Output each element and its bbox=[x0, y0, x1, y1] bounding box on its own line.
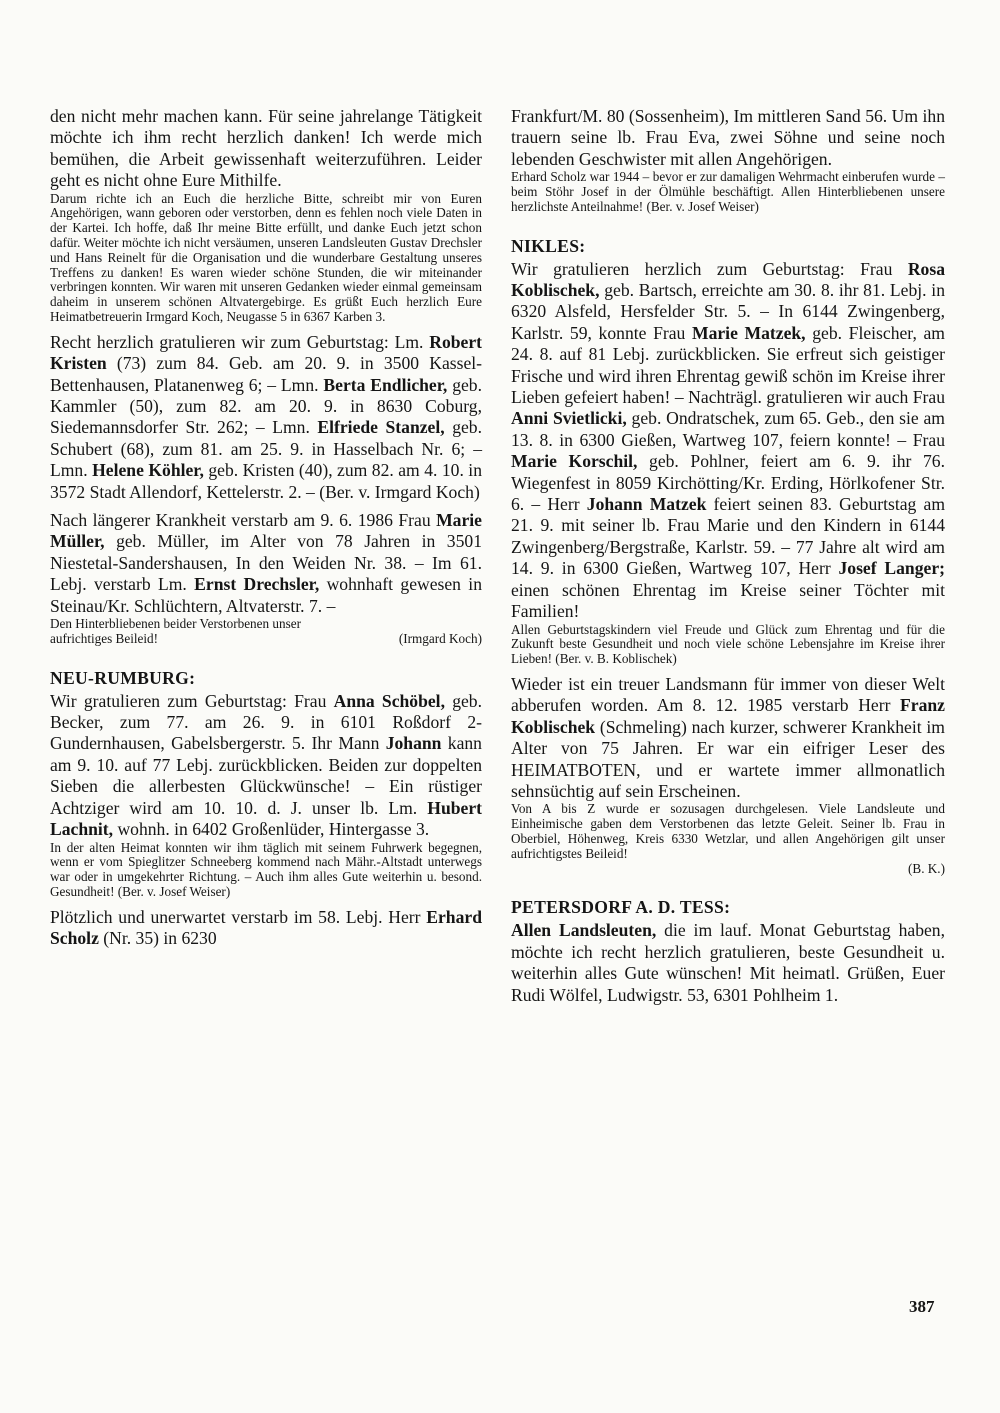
text-run: Wieder ist ein treuer Landsmann für immer von dieser Welt abberufen worden. Am 8. 12. 1985 verstarb Herr bbox=[511, 673, 945, 716]
text-run: Erhard Scholz war 1944 – bevor er zur damaligen Wehrmacht einberufen wurde – beim Stöhr Josef in der Ölmühle beschäftigt. Allen Hinterbliebenen unsere herzlichste Anteilnahme! (Ber. v. Josef Weiser) bbox=[511, 169, 945, 214]
left-column bbox=[50, 106, 482, 950]
text-run: Recht herzlich gratulieren wir zum Geburtstag: Lm. bbox=[50, 331, 430, 352]
text-run: kann am 9. 10. auf 77 Lebj. zurückblicken. Beiden zur doppelten Sieben die allerbesten Glückwünsche! – Ein rüstiger Achtziger wird am 10. 10. d. J. unser lb. Lm. bbox=[50, 733, 482, 818]
text-run: wohnh. in 6402 Großenlüder, Hintergasse 3. bbox=[113, 819, 430, 840]
left-paragraph-intro bbox=[50, 106, 482, 192]
nikles-wishes bbox=[511, 623, 945, 667]
text-run: die im lauf. Monat Geburtstag haben, möchte ich recht herzlich gratulieren, beste Gesundheit u. weiterhin alles Gute wünschen! Mit heimatl. Grüßen, Euer Rudi Wölfel, Ludwigstr. 53, 6301 Pohlheim 1. bbox=[511, 920, 945, 1005]
text-run: (Nr. 35) in 6230 bbox=[98, 928, 217, 949]
condolence-line-signed bbox=[50, 632, 482, 647]
page-number: 387 bbox=[909, 1297, 935, 1316]
text-run: geb. Pohlner, feiert am 6. 9. ihr 76. Wiegenfest in 8059 Kirchötting/Kr. Erding, Hörlkofener Str. 6. – Herr bbox=[511, 451, 945, 515]
text-run: geb. Kammler (50), zum 82. am 20. 9. in 8630 Coburg, Siedemannsdorfer Str. 262; – Lmn. bbox=[50, 374, 482, 438]
text-run: feiert seinen 83. Geburtstag am 21. 9. mit seiner lb. Frau Marie und den Kindern in 6144 Zwingenberg/Bergstraße, Karlstr. 59. – 77 Jahre alt wird am 14. 9. in 6300 Gießen, Wartweg 107, Herr bbox=[511, 494, 945, 579]
name-highlight: Erhard Scholz bbox=[50, 906, 482, 949]
text-run: Frankfurt/M. 80 (Sossenheim), Im mittleren Sand 56. Um ihn trauern seine lb. Frau Eva, zwei Söhne und seine noch lebenden Geschwister mit allen Angehörigen. bbox=[511, 106, 945, 169]
neu-rumburg-note bbox=[50, 841, 482, 900]
name-highlight: Franz Koblischek bbox=[511, 695, 945, 737]
text-run: geb. Bartsch, erreichte am 30. 8. ihr 81. Lebj. in 6320 Alsfeld, Hersfelder Str. 5. – In 6144 Zwingenberg, Karlstr. 59, konnte Frau bbox=[511, 280, 945, 343]
name-highlight: Anna Schöbel, bbox=[333, 690, 445, 711]
text-run: geb. Müller, im Alter von 78 Jahren in 3501 Niestetal-Sandershausen, In den Weiden Nr. 38. – Im 61. Lebj. verstarb Lm. bbox=[50, 531, 482, 595]
petersdorf-greetings bbox=[511, 920, 945, 1006]
text-run: In der alten Heimat konnten wir ihm täglich mit seinem Fuhrwerk begegnen, wenn er vom Spieglitzer Schneeberg kommend nach Mähr.-Altstadt unterwegs war oder in umgekehrter Richtung. – Auch ihm alles Gute weiterhin u. besond. Gesundheit! (Ber. v. Josef Weiser) bbox=[50, 839, 482, 899]
name-highlight: Ernst Drechsler, bbox=[194, 574, 320, 595]
text-run: Allen Geburtstagskindern viel Freude und Glück zum Ehrentag und für die Zukunft beste Gesundheit und noch viele schöne Lebensjahre im Kreise ihrer Lieben! (Ber. v. B. Koblischek) bbox=[511, 621, 945, 667]
name-highlight: Marie Müller, bbox=[50, 510, 482, 552]
nikles-obituary bbox=[511, 674, 945, 802]
left-paragraph-birthdays bbox=[50, 332, 482, 503]
text-run: den nicht mehr machen kann. Für seine jahrelange Tätigkeit möchte ich ihm recht herzlich danken! Ich werde mich bemühen, die Arbeit gewissenhaft weiterzuführen. Leider geht es nicht ohne Eure Mithilfe. bbox=[50, 106, 482, 191]
left-condolence-note bbox=[50, 617, 482, 647]
text-run: einen schönen Ehrentag im Kreise seiner Töchter mit Familien! bbox=[511, 579, 945, 622]
name-highlight: Hubert Lachnit, bbox=[50, 797, 482, 840]
name-highlight: Johann bbox=[385, 733, 442, 754]
name-highlight: Marie Matzek, bbox=[691, 322, 806, 343]
text-run: Nach längerer Krankheit verstarb am 9. 6. 1986 Frau bbox=[50, 510, 437, 531]
name-highlight: Allen Landsleuten, bbox=[511, 920, 657, 941]
section-heading-petersdorf: PETERSDORF A. D. TESS: bbox=[511, 897, 731, 918]
nikles-signature: (B. K.) bbox=[908, 860, 945, 876]
left-paragraph-obituaries bbox=[50, 510, 482, 617]
text-run: geb. Kristen (40), zum 82. am 4. 10. in 3572 Stadt Allendorf, Kettelerstr. 2. – (Ber. v. Irmgard Koch) bbox=[50, 460, 482, 502]
condolence-line: Den Hinterbliebenen beider Verstorbenen unser bbox=[50, 616, 301, 632]
nikles-obituary-note bbox=[511, 802, 945, 861]
left-paragraph-request bbox=[50, 192, 482, 325]
condolence-text: aufrichtiges Beileid! bbox=[50, 630, 159, 646]
name-highlight: Rosa Koblischek, bbox=[511, 258, 945, 301]
neu-rumburg-birthdays bbox=[50, 691, 482, 841]
section-heading-nikles: NIKLES: bbox=[511, 235, 586, 256]
name-highlight: Marie Korschil, bbox=[511, 451, 638, 472]
text-run: Plötzlich und unerwartet verstarb im 58. Lebj. Herr bbox=[50, 906, 427, 927]
name-highlight: Johann Matzek bbox=[586, 494, 707, 515]
name-highlight: Berta Endlicher, bbox=[323, 374, 448, 395]
condolence-signature: (Irmgard Koch) bbox=[398, 630, 482, 646]
text-run: geb. Becker, zum 77. am 26. 9. in 6101 Roßdorf 2-Gundernhausen, Gabelsbergerstr. 5. Ihr Mann bbox=[50, 690, 482, 754]
right-column bbox=[511, 106, 945, 1006]
section-heading-neu-rumburg: NEU-RUMBURG: bbox=[50, 667, 196, 688]
text-run: wohnhaft gewesen in Steinau/Kr. Schlüchtern, Altvaterstr. 7. – bbox=[50, 574, 482, 616]
text-run: Von A bis Z wurde er sozusagen durchgelesen. Viele Landsleute und Einheimische gaben dem Verstorbenen das letzte Geleit. Seiner lb. Frau in Oberbiel, Höhenweg, Kreis 6330 Wetzlar, und allen Angehörigen gilt unser aufrichtigstes Beileid! bbox=[511, 801, 945, 861]
name-highlight: Helene Köhler, bbox=[92, 460, 204, 481]
right-paragraph-obituary-cont bbox=[511, 106, 945, 170]
text-run: geb. Ondratschek, zum 65. Geb., den sie am 13. 8. in 6300 Gießen, Wartweg 107, feiern konnte! – Frau bbox=[511, 408, 945, 450]
name-highlight: Anni Svietlicki, bbox=[511, 408, 627, 429]
text-run: (73) zum 84. Geb. am 20. 9. in 3500 Kassel-Bettenhausen, Platanenweg 6; – Lmn. bbox=[50, 353, 482, 395]
text-run: Wir gratulieren zum Geburtstag: Frau bbox=[50, 690, 334, 711]
text-run: geb. Schubert (68), zum 81. am 25. 9. in Hasselbach Nr. 6; – Lmn. bbox=[50, 417, 483, 481]
right-paragraph-scholz-note bbox=[511, 170, 945, 214]
text-run: Darum richte ich an Euch die herzliche Bitte, schreibt mir von Euren Angehörigen, wann geboren oder verstorben, denn es fehlen noch viele Daten in der Kartei. Ich hoffe, daß Ihr meine Bitte erfüllt, und danke Euch jetzt schon dafür. Weiter möchte ich nicht versäumen, unseren Landsleuten Gustav Drechsler und Hans Reinelt für die Organisation und die wunderbare Gestaltung unseres Treffens zu danken! Es waren wieder schöne Stunden, die wir miteinander verbringen konnten. Wir waren mit unseren Gedanken wieder einmal gemeinsam daheim in unserem schönen Altvatergebirge. Es grüßt Euch herzlich Eure Heimatbetreuerin Irmgard Koch, Neugasse 5 in 6367 Karben 3. bbox=[50, 190, 482, 324]
text-run: (Schmeling) nach kurzer, schwerer Krankheit im Alter von 75 Jahren. Er war ein eifriger Leser des HEIMATBOTEN, und er wartete immer allmonatlich sehnsüchtig auf sein Erscheinen. bbox=[511, 716, 945, 801]
neu-rumburg-obituary-start bbox=[50, 907, 482, 950]
name-highlight: Robert Kristen bbox=[50, 331, 482, 374]
nikles-birthdays bbox=[511, 259, 945, 623]
name-highlight: Elfriede Stanzel, bbox=[317, 417, 445, 438]
name-highlight: Josef Langer; bbox=[838, 558, 945, 579]
text-run: geb. Fleischer, am 24. 8. auf 81 Lebj. zurückblicken. Sie erfreut sich geistiger Frische und wird ihren Ehrentag gewiß schön im Kreise ihrer Lieben gefeiert haben! – Nachträgl. gratulieren wir auch Frau bbox=[511, 322, 945, 408]
text-run: Wir gratulieren herzlich zum Geburtstag: Frau bbox=[511, 258, 908, 279]
